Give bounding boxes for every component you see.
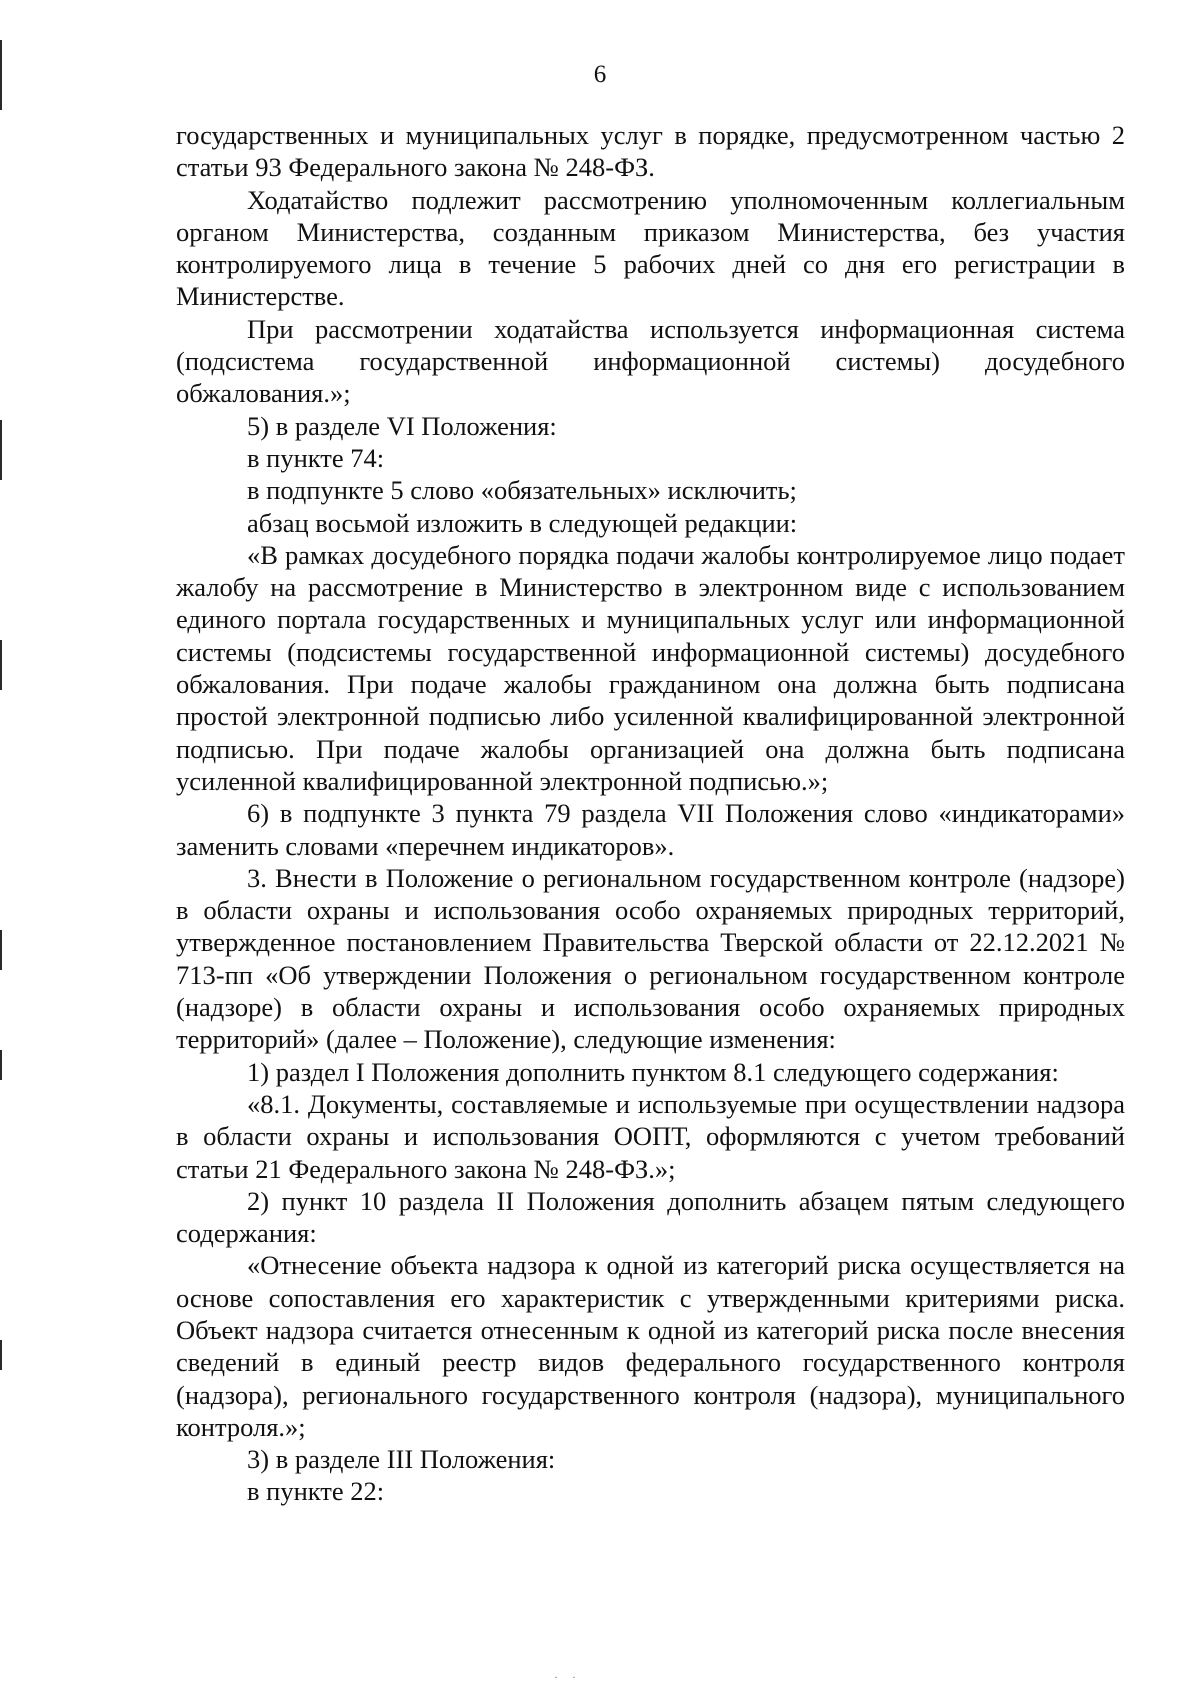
paragraph: «Отнесение объекта надзора к одной из категорий риска осуществляется на основе сопоставления его характеристик с утвержденными критериями риска. Объект надзора считается отнесенным к одной из категорий риска после внесения сведений в единый реестр видов федерального государственного контроля (надзора), регионального государственного контроля (надзора), муниципального контроля.»;: [176, 1250, 1125, 1442]
paragraph: «8.1. Документы, составляемые и используемые при осуществлении надзора в области охраны и использования ООПТ, оформляются с учетом требований статьи 21 Федерального закона № 248-ФЗ.»;: [176, 1088, 1125, 1184]
paragraph: «В рамках досудебного порядка подачи жалобы контролируемое лицо подает жалобу на рассмотрение в Министерство в электронном виде с использованием единого портала государственных и муниципальных услуг или информационной системы (подсистемы государственной информационной системы) досудебного обжалования. При подаче жалобы гражданином она должна быть подписана простой электронной подписью либо усиленной квалифицированной электронной подписью. При подаче жалобы организацией она должна быть подписана усиленной квалифицированной электронной подписью.»;: [176, 539, 1125, 796]
scan-speck: ··: [554, 1670, 590, 1684]
paragraph: в подпункте 5 слово «обязательных» исключить;: [247, 475, 797, 506]
paragraph: государственных и муниципальных услуг в порядке, предусмотренном частью 2 статьи 93 Федерального закона № 248-ФЗ.: [176, 120, 1125, 183]
scan-edge-mark: [0, 640, 2, 690]
scan-edge-mark: [0, 420, 2, 480]
paragraph: в пункте 74:: [247, 442, 385, 473]
paragraph: в пункте 22:: [247, 1476, 385, 1507]
paragraph: абзац восьмой изложить в следующей редакции:: [247, 507, 798, 538]
paragraph: 5) в разделе VI Положения:: [247, 410, 557, 441]
paragraph: 3) в разделе III Положения:: [247, 1444, 556, 1475]
paragraph: 3. Внести в Положение о региональном государственном контроле (надзоре) в области охраны и использования особо охраняемых природных территорий, утвержденное постановлением Правительства Тверской области от 22.12.2021 № 713-пп «Об утверждении Положения о региональном государственном контроле (надзоре) в области охраны и использования особо охраняемых природных территорий» (далее – Положение), следующие изменения:: [176, 862, 1125, 1055]
paragraph: При рассмотрении ходатайства используется информационная система (подсистема государственной информационной системы) досудебного обжалования.»;: [176, 313, 1125, 409]
document-body: [176, 119, 1125, 1508]
scan-edge-mark: [0, 930, 2, 970]
page-number: 6: [593, 61, 607, 88]
scan-edge-mark: [0, 1340, 2, 1370]
paragraph: 6) в подпункте 3 пункта 79 раздела VII Положения слово «индикаторами» заменить словами «перечнем индикаторов».: [176, 798, 1125, 861]
scan-edge-mark: [0, 1050, 2, 1080]
paragraph: 2) пункт 10 раздела II Положения дополнить абзацем пятым следующего содержания:: [176, 1185, 1125, 1249]
paragraph: 1) раздел I Положения дополнить пунктом 8.1 следующего содержания:: [247, 1056, 1059, 1087]
paragraph: Ходатайство подлежит рассмотрению уполномоченным коллегиальным органом Министерства, созданным приказом Министерства, без участия контролируемого лица в течение 5 рабочих дней со дня его регистрации в Министерстве.: [176, 184, 1125, 312]
